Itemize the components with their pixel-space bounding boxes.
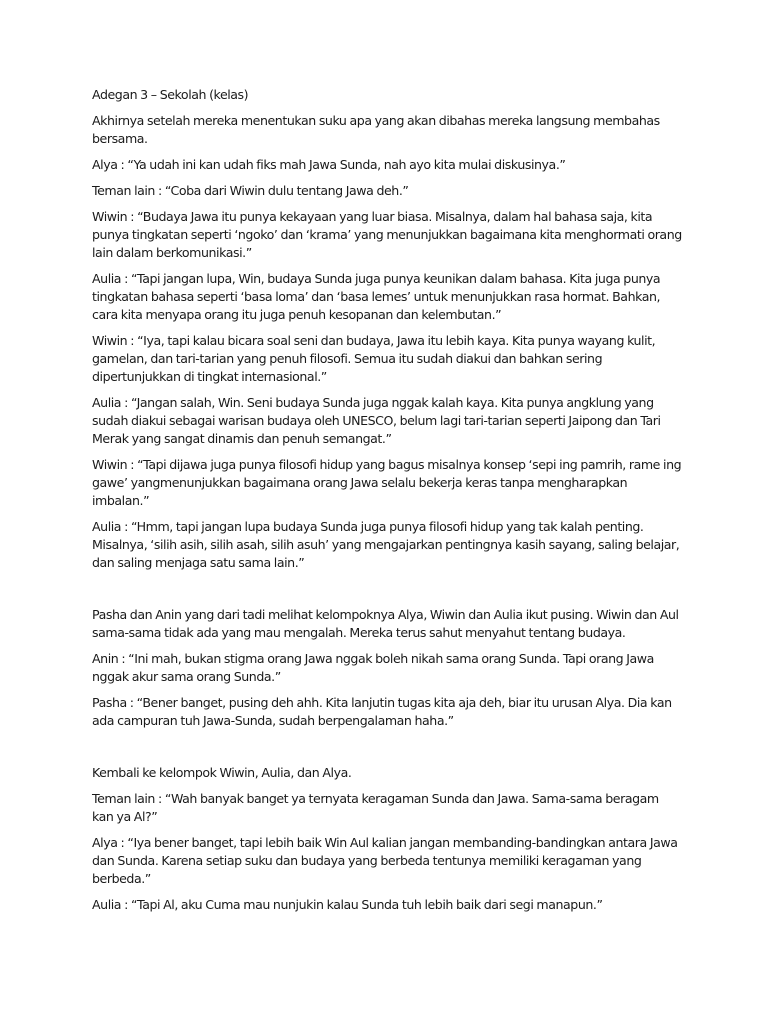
scene-heading: Adegan 3 – Sekolah (kelas) <box>92 87 249 102</box>
paragraph-narration: Pasha dan Anin yang dari tadi melihat kelompoknya Alya, Wiwin dan Aulia ikut pusing. Wiwin dan Aul sama-sama tidak ada yang mau mengalah. Mereka terus sahut menyahut tentang budaya. <box>92 607 679 640</box>
blank-line <box>92 738 682 756</box>
paragraph-dialogue: Pasha : “Bener banget, pusing deh ahh. Kita lanjutin tugas kita aja deh, biar itu urusan Alya. Dia kan ada campuran tuh Jawa-Sunda, sudah berpengalaman haha.” <box>92 695 672 728</box>
paragraph-dialogue: Aulia : “Hmm, tapi jangan lupa budaya Sunda juga punya filosofi hidup yang tak kalah penting. Misalnya, ‘silih asih, silih asah, silih asuh’ yang mengajarkan pentingnya kasih sayang, saling belajar, dan saling menjaga satu sama lain.” <box>92 519 680 570</box>
paragraph-narration: Kembali ke kelompok Wiwin, Aulia, dan Alya. <box>92 765 352 780</box>
paragraph-dialogue: Aulia : “Tapi Al, aku Cuma mau nunjukin kalau Sunda tuh lebih baik dari segi manapun.” <box>92 897 603 912</box>
blank-line <box>92 580 682 598</box>
paragraph-dialogue: Wiwin : “Budaya Jawa itu punya kekayaan yang luar biasa. Misalnya, dalam hal bahasa saja, kita punya tingkatan seperti ‘ngoko’ dan ‘krama’ yang menunjukkan bagaimana kita menghormati orang lain dalam berkomunikasi.” <box>92 209 682 260</box>
paragraph-dialogue: Alya : “Iya bener banget, tapi lebih baik Win Aul kalian jangan membanding-bandingkan antara Jawa dan Sunda. Karena setiap suku dan budaya yang berbeda tentunya memiliki keragaman yang berbeda.” <box>92 835 678 886</box>
paragraph-narration: Akhirnya setelah mereka menentukan suku apa yang akan dibahas mereka langsung membahas bersama. <box>92 113 660 146</box>
paragraph-dialogue: Wiwin : “Tapi dijawa juga punya filosofi hidup yang bagus misalnya konsep ‘sepi ing pamrih, rame ing gawe’ yangmenunjukkan bagaimana orang Jawa selalu bekerja keras tanpa mengharapkan imbalan.” <box>92 457 682 508</box>
document-body <box>92 86 682 922</box>
paragraph-dialogue: Teman lain : “Coba dari Wiwin dulu tentang Jawa deh.” <box>92 183 409 198</box>
paragraph-dialogue: Wiwin : “Iya, tapi kalau bicara soal seni dan budaya, Jawa itu lebih kaya. Kita punya wayang kulit, gamelan, dan tari-tarian yang penuh filosofi. Semua itu sudah diakui dan bahkan sering dipertunjukkan di tingkat internasional.” <box>92 333 656 384</box>
paragraph-dialogue: Anin : “Ini mah, bukan stigma orang Jawa nggak boleh nikah sama orang Sunda. Tapi orang Jawa nggak akur sama orang Sunda.” <box>92 651 654 684</box>
paragraph-dialogue: Aulia : “Tapi jangan lupa, Win, budaya Sunda juga punya keunikan dalam bahasa. Kita juga punya tingkatan bahasa seperti ‘basa loma’ dan ‘basa lemes’ untuk menunjukkan rasa hormat. Bahkan, cara kita menyapa orang itu juga penuh kesopanan dan kelembutan.” <box>92 271 661 322</box>
paragraph-dialogue: Aulia : “Jangan salah, Win. Seni budaya Sunda juga nggak kalah kaya. Kita punya angklung yang sudah diakui sebagai warisan budaya oleh UNESCO, belum lagi tari-tarian seperti Jaipong dan Tari Merak yang sangat dinamis dan penuh semangat.” <box>92 395 661 446</box>
paragraph-dialogue: Alya : “Ya udah ini kan udah fiks mah Jawa Sunda, nah ayo kita mulai diskusinya.” <box>92 157 566 172</box>
paragraph-dialogue: Teman lain : “Wah banyak banget ya ternyata keragaman Sunda dan Jawa. Sama-sama beragam kan ya Al?” <box>92 791 659 824</box>
